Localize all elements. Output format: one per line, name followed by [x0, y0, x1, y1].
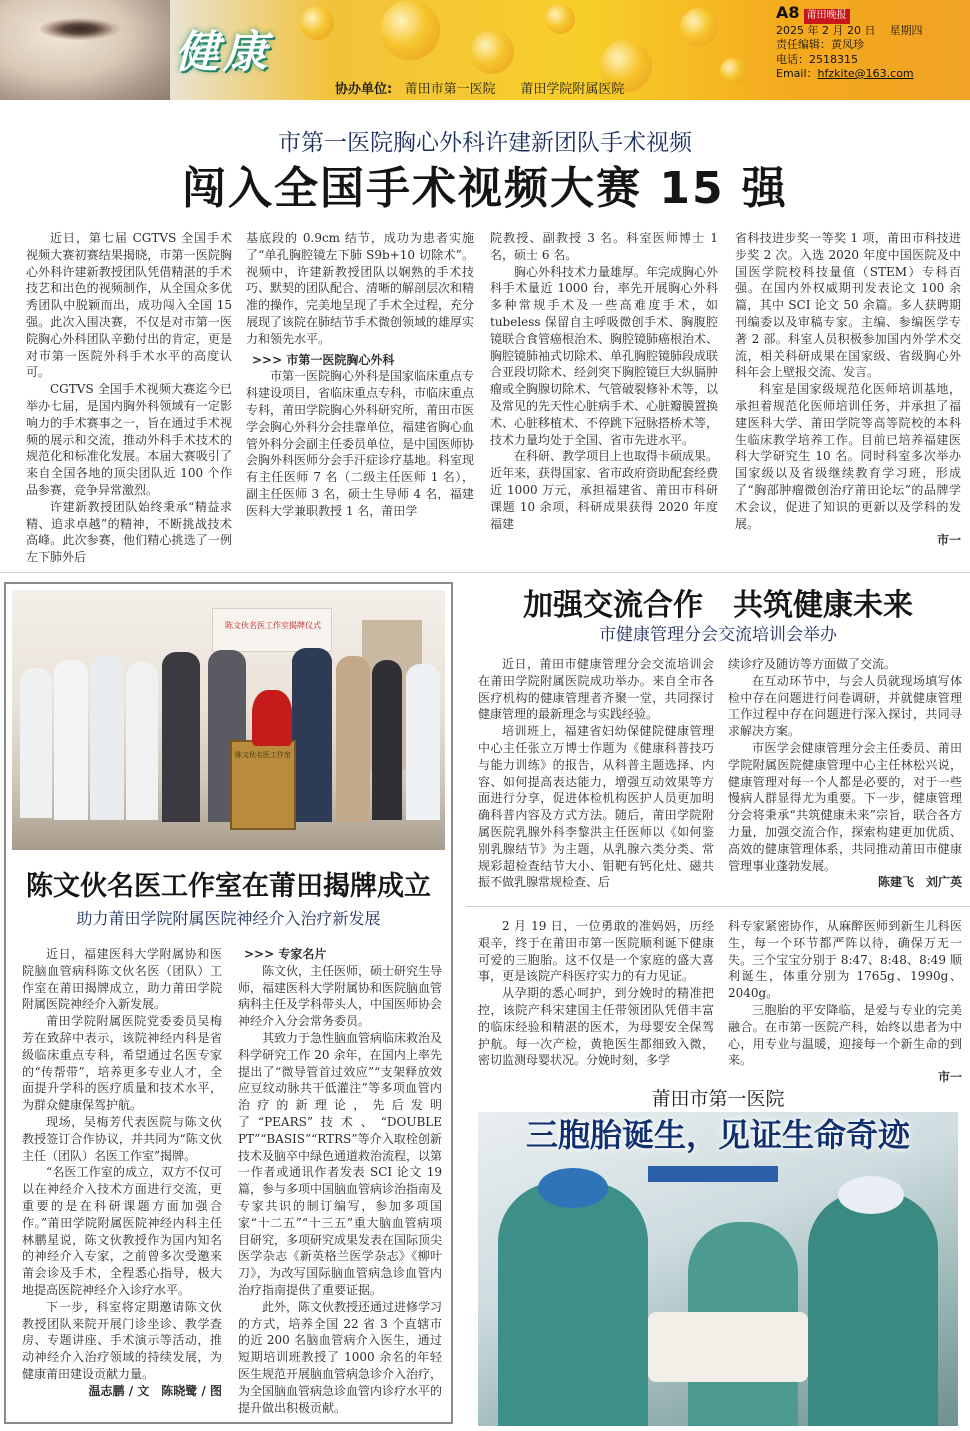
story2-headline: 加强交流合作 共筑健康未来: [523, 588, 913, 623]
story1-paragraph: 省科技进步奖一等奖 1 项，莆田市科技进步奖 2 次。入选 2020 年度中国医院及中国医学院校科技量值（STEM）专科百强。在国内外权威期刊发表论文 100 余篇，其中 SCI 论文 50 余篇。多人获聘期刊编委以及审稿专家。主编、参编医学专著 2 部。科室人员积极参加国内外学术交流，相关科研成果在国家级、省级胸心外科年会上壁报交流、发言。: [735, 231, 961, 380]
story4-headline: 三胞胎诞生，见证生命奇迹: [525, 1116, 910, 1154]
banner-text: 陈文伙名医工作室揭牌仪式: [225, 621, 321, 630]
bubble-decoration: [300, 6, 334, 40]
paper-logo: 莆田晚报: [804, 9, 850, 24]
story1-column-1: [26, 230, 232, 566]
story3-column-2: [238, 946, 442, 1416]
story1-paragraph: 院教授、副教授 3 名。科室医师博士 1 名，硕士 6 名。: [490, 231, 718, 262]
story1-byline: 市一: [936, 533, 961, 548]
story1-column-3: [490, 230, 718, 532]
masthead: [0, 0, 970, 100]
story2-paragraph: 续诊疗及随访等方面做了交流。: [728, 657, 897, 671]
story3-paragraph: 下一步，科室将定期邀请陈文伙教授团队来院开展门诊坐诊、教学查房、专题讲座、手术演示等活动，推动神经介入治疗领域的持续发展，为健康莆田建设贡献力量。: [22, 1299, 222, 1381]
story1-paragraph: 在科研、教学项目上也取得卡硕成果。近年来，获得国家、省市政府资助配套经费近 1000 万元，承担福建省、莆田市科研课题 10 余项，科研成果获得 2020 年度福建: [490, 449, 719, 531]
divider: [466, 906, 970, 907]
story4-paragraph: 2 月 19 日，一位勇敢的准妈妈，历经艰辛，终于在莆田市第一医院顺利诞下健康可爱的三胞胎。这不仅是一个家庭的盛大喜事，更是该院产科医疗实力的有力见证。: [478, 919, 714, 984]
story2-paragraph: 在互动环节中，与会人员就现场填写体检中存在问题进行问卷调研，并就健康管理工作过程中存在问题进行深入探讨，共同寻求解决方案。: [728, 673, 962, 739]
person-figure: [126, 662, 158, 820]
story2-paragraph: 市医学会健康管理分会主任委员、莆田学院附属医院健康管理中心主任林松兴说，健康管理对每一个人都是必要的，对于一些慢病人群显得尤为重要。下一步，健康管理分会将秉承“共筑健康未来”宗旨，联合各方力量，加强交流合作，探索构建更加优质、高效的健康管理体系，共同推动莆田市健康管理事业蓬勃发展。: [728, 740, 962, 873]
coop-hospital-1: 莆田市第一医院: [404, 82, 496, 97]
story4-paragraph: 三胞胎的平安降临，是爱与专业的完美融合。在市第一医院产科，始终以患者为中心，用专业与温暖，迎接每一个新生命的到来。: [728, 1002, 962, 1068]
masthead-eye-image: [40, 18, 120, 40]
coop-label: 协办单位:: [335, 82, 393, 97]
story4-paragraph: 科专家紧密协作，从麻醉医师到新生儿科医生，每一个环节都严阵以待，确保万无一失。三个宝宝分别于 8:47、8:48、8:49 顺利诞生，体重分别为 1765g、1990g、2040g。: [728, 919, 962, 1001]
story3-paragraph: 陈文伙，主任医师，硕士研究生导师，福建医科大学附属协和医院脑血管病科主任及学科带头人，中国医师协会神经介入分会常务委员。: [238, 963, 443, 1029]
story4-byline: 市一: [937, 1070, 962, 1085]
story3-paragraph: 现场，吴梅芳代表医院与陈文伙教授签订合作协议，并共同为“陈文伙主任（团队）名医工作室”揭牌。: [22, 1114, 222, 1163]
person-figure: [54, 660, 88, 820]
email-link[interactable]: hfzkite@163.com: [817, 67, 914, 80]
story1-paragraph: 胸心外科技术力量雄厚。年完成胸心外科手术量近 1000 台，率先开展胸心外科多种常规手术及一些高难度手术，如 tubeless 保留自主呼吸微创手术、胸腹腔镜联合食管癌根治术、胸腔镜肺癌根治术、胸腔镜肺袖式切除术、单孔胸腔镜肺段成联合亚段切除术、经剑突下胸腔镜巨大纵膈肿瘤或全胸腺切除术、气管破裂修补术等，以及常见的先天性心脏病手术、心脏瓣膜置换术、心脏移植术、不停跳下冠脉搭桥术等，技术力量均处于全国、省市先进水平。: [490, 264, 719, 447]
story1-subhead: >>> 市第一医院胸心外科: [252, 352, 395, 367]
infant-warmer: [648, 1312, 808, 1382]
story3-byline: 温志鹏 / 文 陈晓鹭 / 图: [88, 1383, 222, 1398]
person-figure: [406, 664, 440, 820]
issue-weekday: 星期四: [889, 23, 923, 37]
bubble-decoration: [470, 30, 514, 74]
plaque-title: 陈文伙名医工作室: [235, 751, 291, 759]
story1-paragraph: 科室是国家级规范化医师培训基地，承担着规范化医师培训任务，并承担了福建医科大学、莆田学院等高等院校的本科生临床教学培养工作。目前已培养福建医科大学研究生 10 名。同时科室多次举办国家级以及省级继续教育学习班，形成了“胸部肿瘤微创治疗莆田论坛”的品牌学术会议，促进了知识的更新以及学科的发展。: [735, 382, 961, 531]
story3-paragraph: 近日，福建医科大学附属协和医院脑血管病科陈文伙名医（团队）工作室在莆田揭牌成立，助力莆田学院附属医院神经介入新发展。: [22, 947, 222, 1012]
story4-column-2: [728, 918, 962, 1086]
person-figure: [20, 668, 52, 818]
story3-paragraph: “名医工作室的成立，双方不仅可以在神经介入技术方面进行交流，更重要的是在科研课题方面加强合作。”莆田学院附属医院神经内科主任林鹏星说，陈文伙教授作为国内知名的神经介入专家，之前曾多次受邀来莆会诊及手术，全程悉心指导，极大地提高医院神经介入诊疗水平。: [22, 1165, 222, 1297]
story2-paragraph: 培训班上，福建省妇幼保健院健康管理中心主任张立万博士作题为《健康科普技巧与能力训练》的报告，从科普主题选择、内容、如何提高表达能力，增强互动效果等方面进行分享，促进体检机构医护人员更加明确科普内容及方式方法。随后，莆田学院附属医院乳腺外科李黎洪主任医师以《如何鉴别乳腺结节》为主题，从乳腺六类分类、常规彩超检查结节大小、钼靶有钙化灶、磁共振不做乳腺常规检查、后: [478, 724, 714, 890]
story3-paragraph: 此外，陈文伙教授还通过进修学习的方式，培养全国 22 省 3 个直辖市的近 200 名脑血管病介入医生，通过短期培训班教授了 1000 余名的年轻医生规范开展脑血管病急诊介入治疗，为全国脑血管病急诊血管内诊疗水平的提升做出积极贡献。: [238, 1299, 443, 1415]
story1-kicker: 市第一医院胸心外科许建新团队手术视频: [278, 130, 692, 156]
masthead-face-image: [0, 0, 170, 100]
story2-paragraph: 近日，莆田市健康管理分会交流培训会在莆田学院附属医院成功举办。来自全市各医疗机构的健康管理者齐聚一堂，共同探讨健康管理的最新理念与实践经验。: [478, 657, 714, 722]
issue-date: 2025 年 2 月 20 日: [776, 23, 876, 37]
person-figure: [372, 660, 402, 820]
person-figure: [336, 656, 370, 822]
person-figure: [162, 652, 200, 822]
bubble-decoration: [545, 4, 575, 34]
coop-hospital-2: 莆田学院附属医院: [520, 82, 625, 97]
story1-headline: 闯入全国手术视频大赛 15 强: [182, 163, 788, 214]
wall-sign: [648, 1166, 778, 1182]
story1-paragraph: 许建新教授团队始终秉承“精益求精、追求卓越”的精神，不断挑战技术高峰。此次参赛，他们精心挑选了一例左下肺外后: [26, 499, 232, 565]
story4-column-1: [478, 918, 714, 1069]
story3-subhead-profile: >>> 专家名片: [244, 947, 327, 961]
bubble-decoration: [380, 0, 440, 60]
story2-column-2: [728, 656, 962, 891]
story1-paragraph: 近日，第七届 CGTVS 全国手术视频大赛初赛结果揭晓，市第一医院胸心外科许建新教授团队凭借精湛的手术技艺和出色的视频制作，从全国众多优秀团队中脱颖而出，成功闯入全国 15 强。此次入围决赛，不仅是对市第一医院胸心外科团队辛勤付出的肯定，更是对市第一医院外科手术水平的高度认可。: [26, 231, 232, 380]
story1-paragraph: 市第一医院胸心外科是国家临床重点专科建设项目，省临床重点专科，市临床重点专科，莆田学院胸心外科研究所，莆田市医学会胸心外科分会挂靠单位，福建省胸心血管外科分会副主任委员单位，是中国医师协会胸外科医师分会手汗症诊疗基地。科室现有主任医师 7 名（二级主任医师 1 名），副主任医师 3 名，硕士生导师 4 名，福建医科大学兼职教授 1 名，莆田学: [246, 369, 475, 518]
story3-paragraph: 莆田学院附属医院党委委员吴梅芳在致辞中表示，该院神经内科是省级临床重点专科，希望通过名医专家的“传帮带”，培养更多专业人才，全面提升学科的医疗质量和技术水平，为群众健康保驾护航。: [22, 1014, 222, 1113]
section-title: 健康: [175, 27, 271, 78]
page-number: A8: [776, 3, 800, 22]
story1-column-2: [246, 230, 474, 520]
story1-paragraph: CGTVS 全国手术视频大赛迄今已举办七届，是国内胸外科领域有一定影响力的手术赛事之一，旨在通过手术视频的展示和交流，推动外科手术技术的规范化和标准化发展。本届大赛吸引了来自全国各地的顶尖团队近 100 个作品参赛，竞争异常激烈。: [26, 382, 232, 497]
co-organizers: [335, 78, 624, 97]
phone: 电话：2518315: [776, 52, 858, 66]
bubble-decoration: [680, 8, 718, 46]
editor: 责任编辑：黄凤珍: [776, 38, 864, 51]
nurse-cap: [838, 1176, 904, 1214]
story1-column-4: [735, 230, 961, 549]
story3-headline: 陈文伙名医工作室在莆田揭牌成立: [26, 871, 431, 902]
story1-paragraph: 基底段的 0.9cm 结节，成功为患者实施了“单孔胸腔镜左下肺 S9b+10 切除术”。视频中，许建新教授团队以娴熟的手术技巧、默契的团队配合、清晰的解剖层次和精准的操作，完美地呈现了手术全过程，充分展现了该院在肺结节手术微创领域的雄厚实力和领先水平。: [246, 231, 475, 346]
nurse-figure: [498, 1182, 648, 1426]
nurse-figure: [808, 1192, 938, 1426]
story4-kicker: 莆田市第一医院: [651, 1088, 785, 1110]
bubble-decoration: [720, 58, 746, 84]
ceremony-photo: [12, 590, 445, 850]
nurse-cap: [538, 1168, 608, 1208]
birth-photo: [478, 1112, 958, 1426]
story3-paragraph: 其致力于急性脑血管病临床救治及科学研究工作 20 余年，在国内上率先提出了“微导管首过效应”“支架释放效应豆纹动脉共干低灌注”等多项血管内治疗的新理论，先后发明了“PEARS”技术、“DOUBLE PT”“BASIS”“RTRS”等介入取栓创新技术及脑卒中绿色通道救治流程，以第一作者或通讯作者发表 SCI 论文 19 篇，参与多项中国脑血管病诊治指南及专家共识的制订编写，参加多项国家“十二五”“十三五”重大脑血管病项目研究，多项研究成果发表在国际顶尖医学杂志《新英格兰医学杂志》《柳叶刀》，为改写国际脑血管病急诊血管内治疗指南提供了重要证据。: [238, 1030, 443, 1297]
story2-subhead: 市健康管理分会交流培训会举办: [599, 625, 837, 645]
story2-column-1: [478, 656, 714, 891]
email-label: Email：: [776, 67, 818, 80]
divider: [0, 572, 970, 573]
story3-subhead: 助力莆田学院附属医院神经介入治疗新发展: [76, 909, 381, 928]
person-figure: [90, 656, 124, 820]
person-figure: [292, 648, 332, 822]
story4-paragraph: 从孕期的悉心呵护，到分娩时的精准把控，该院产科宋建国主任带领团队凭借丰富的临床经验和精湛的医术，为母婴安全保驾护航。每一次产检，黄艳医生都细致入微，密切监测母婴状况。分娩时刻，多学: [478, 986, 714, 1068]
story3-column-1: [22, 946, 222, 1400]
story2-byline: 陈建飞 刘广英: [877, 875, 962, 890]
issue-info: [776, 3, 923, 82]
red-cloth: [252, 690, 292, 746]
